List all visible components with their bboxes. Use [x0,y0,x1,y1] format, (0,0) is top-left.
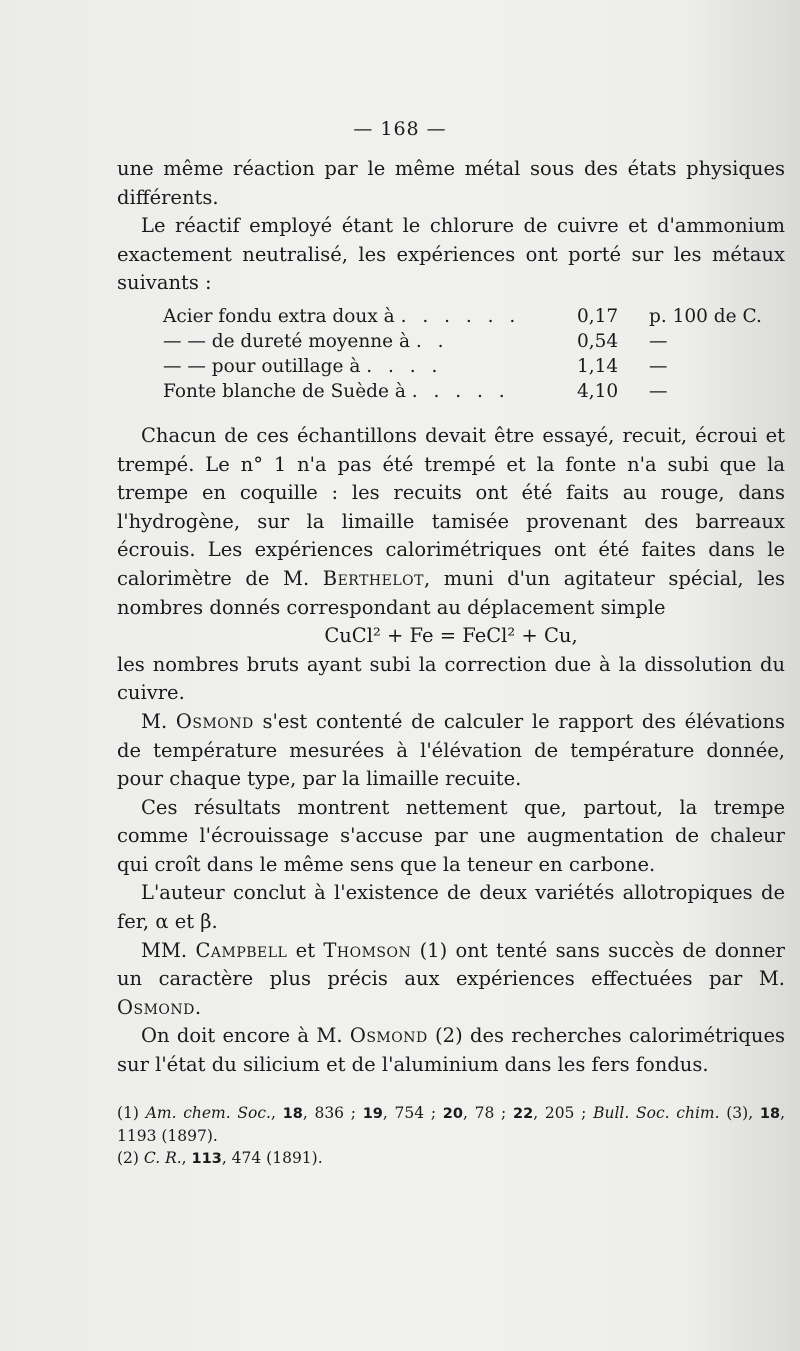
footnotes [117,1102,785,1170]
volume: 19 [362,1105,383,1122]
metals-table-row [163,379,769,404]
pages: , 1193 (1897). [117,1103,785,1145]
author-name-berthelot: Berthelot [322,566,424,590]
metal-label [163,379,577,404]
metal-name: Acier fondu extra doux à [163,305,395,327]
metal-label [163,304,577,329]
journal-name: C. R. [143,1148,182,1167]
text: (1) ont tenté sans succès de donner un caractère plus précis aux expériences effectuées par M. [117,938,785,991]
leader-dots: . . [415,330,449,352]
page-number: — 168 — [353,118,447,140]
paragraph-results: Ces résultats montrent nettement que, partout, la trempe comme l'écrouissage s'accuse par une augmentation de chaleur qui croît dans le même sens que la teneur en carbone. [117,795,785,876]
paragraph-reagent: Le réactif employé étant le chlorure de cuivre et d'ammonium exactement neutralisé, les expériences ont porté sur les métaux suivants : [117,214,785,295]
text: . [194,995,202,1019]
leader-dots: . . . . . . [400,305,521,327]
text: M. [141,709,176,733]
volume: 20 [442,1105,463,1122]
text: MM. [141,938,196,962]
author-name-osmond-3: Osmond [349,1024,428,1048]
paragraph-correction: les nombres bruts ayant subi la correction due à la dissolution du cuivre. [117,652,785,705]
journal-name: Am. chem. Soc. [145,1103,271,1122]
volume: 18 [282,1105,303,1122]
leader-dots: . . . . . [411,380,510,402]
paragraph-continuation: une même réaction par le même métal sous des états physiques différents. [117,157,785,209]
footnote-mark: (2) [117,1148,139,1167]
volume: 18 [759,1105,781,1122]
metal-name: — — pour outillage à [163,355,361,377]
text: et [287,938,324,962]
chemical-equation: CuCl² + Fe = FeCl² + Cu, [324,624,578,648]
journal-name: Bull. Soc. chim. [593,1103,720,1122]
metal-name: Fonte blanche de Suède à [163,380,406,402]
metals-table-row [163,304,769,329]
paragraph-samples-text-b: , muni d'un agitateur spécial, les nombres donnés correspondant au déplacement simple [117,566,786,619]
volume: 22 [513,1105,534,1122]
paragraph-silicium [117,1022,785,1079]
paragraph-samples-text-a: Chacun de ces échantillons devait être essayé, recuit, écroui et trempé. Le n° 1 n'a pas été trempé et la fonte n'a subi que la trempe en coquille : les recuits ont été faits au rouge, dans l'hydrogène, sur la limaille tamisée provenant des barreaux écrouis. Les expériences calorimétriques ont été faites dans le calorimètre de M. [117,423,785,590]
text: On doit encore à M. [141,1024,350,1048]
pages: , 474 (1891). [221,1148,323,1167]
series: (3), [719,1103,760,1122]
paragraph-samples [117,422,785,622]
author-name-osmond: Osmond [175,709,254,733]
footnote-2: (2) C. R., 113, 474 (1891). [117,1148,323,1167]
paragraph-osmond [117,708,785,794]
footnote-mark: (1) [117,1103,139,1122]
volume: 113 [191,1150,222,1167]
carbon-value: 1,14 [577,355,619,377]
footnote-1: (1) Am. chem. Soc., 18, 836 ; 19, 754 ; 20, 78 ; 22, 205 ; Bull. Soc. chim. (3), 18, 1193 (1897). [117,1103,785,1145]
carbon-value: 0,54 [577,330,619,352]
author-name-campbell: Campbell [195,938,288,962]
paragraph-conclusion: L'auteur conclut à l'existence de deux variétés allotropiques de fer, α et β. [117,881,785,934]
pages: , 205 ; [533,1103,594,1122]
pages: , 836 ; [302,1103,363,1122]
metals-table-row [163,354,769,379]
pages: , 78 ; [462,1103,513,1122]
author-name-osmond-2: Osmond [117,995,195,1019]
carbon-unit: p. 100 de C. [649,305,762,327]
page-body [117,155,785,1170]
paragraph-campbell [117,937,785,1023]
carbon-value: 4,10 [577,380,619,402]
carbon-unit: — [649,355,668,377]
metal-label [163,329,577,354]
carbon-unit: — [649,380,668,402]
pages: , 754 ; [382,1103,443,1122]
carbon-value: 0,17 [577,305,619,327]
metals-table [163,304,769,404]
leader-dots: . . . . [366,355,443,377]
text: (2) des recherches calorimétriques sur l'état du silicium et de l'aluminium dans les fers fondus. [117,1024,785,1077]
carbon-unit: — [649,330,668,352]
author-name-thomson: Thomson [323,938,412,962]
metal-label [163,354,577,379]
metals-table-row [163,329,769,354]
metal-name: — — de dureté moyenne à [163,330,411,352]
text: s'est contenté de calculer le rapport des élévations de température mesurées à l'élévation de température donnée, pour chaque type, par la limaille recuite. [117,709,785,791]
